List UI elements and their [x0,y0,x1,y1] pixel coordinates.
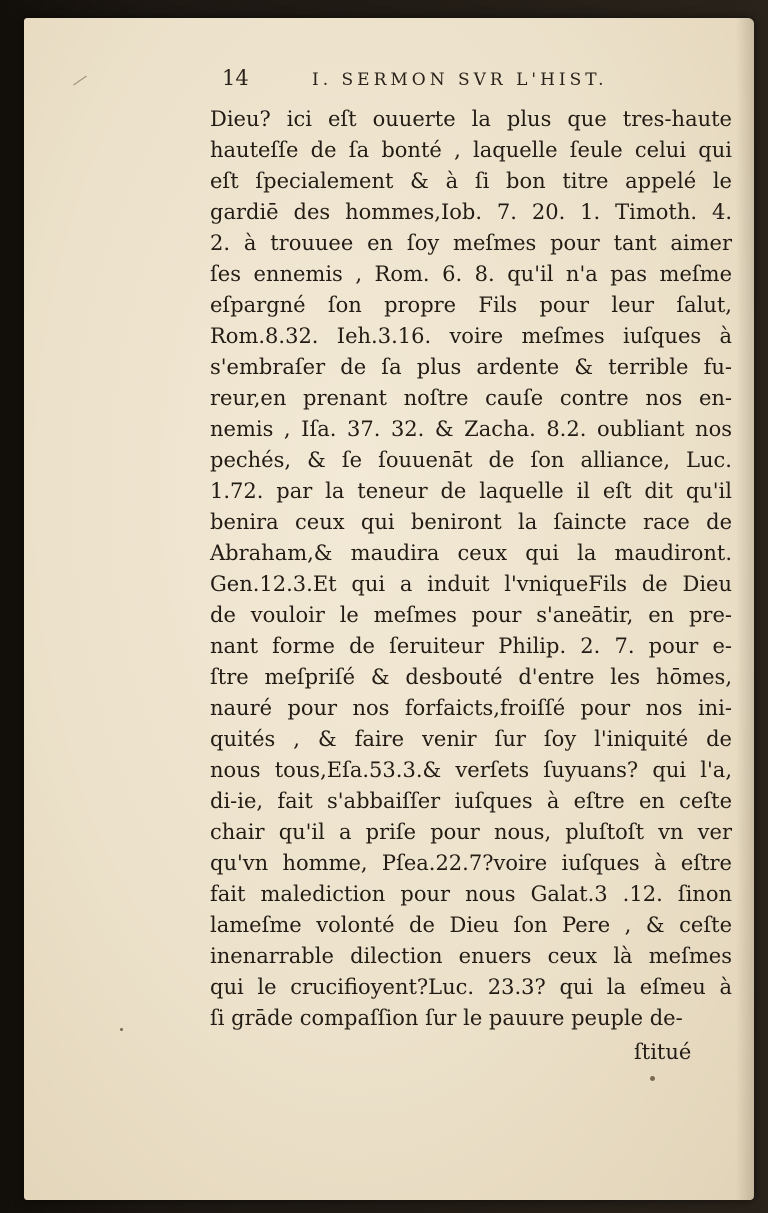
text-line: chair qu'il a priſe pour nous, pluſtoſt vn ver [210,820,732,844]
sermon-text-block [210,104,732,1034]
text-line: reur,en prenant noſtre cauſe contre nos en- [210,386,732,410]
page-number: 14 [222,66,249,90]
text-line: ſi grāde compaſſion ſur le pauure peuple de- [210,1006,683,1030]
text-line: nemis , Iſa. 37. 32. & Zacha. 8.2. oubliant nos [210,417,732,441]
text-line: nous tous,Eſa.53.3.& verſets ſuyuans? qui l'a, [210,758,732,782]
text-line: inenarrable dilection enuers ceux là meſmes [210,944,732,968]
book-page [24,18,754,1200]
text-line: 2. à trouuee en ſoy meſmes pour tant aimer [210,231,732,255]
margin-pencil-mark [73,76,87,86]
text-line: Abraham,& maudira ceux qui la maudiront. [210,541,732,565]
ink-spot [120,1028,123,1031]
text-line: Gen.12.3.Et qui a induit l'vniqueFils de Dieu [210,572,732,596]
text-line: Rom.8.32. Ieh.3.16. voire meſmes iuſques à [210,324,732,348]
text-line: 1.72. par la teneur de laquelle il eſt dit qu'il [210,479,732,503]
text-line: quités , & faire venir ſur ſoy l'iniquité de [210,727,732,751]
text-line: hauteſſe de ſa bonté , laquelle ſeule celui qui [210,138,732,162]
text-line: s'embraſer de ſa plus ardente & terrible fu- [210,355,732,379]
text-line: gardiē des hommes,Iob. 7. 20. 1. Timoth. 4. [210,200,732,224]
running-head: I. SERMON SVR L'HIST. [312,70,608,90]
text-line: di-ie, fait s'abbaiſſer iuſques à eſtre en ceſte [210,789,732,813]
ink-spot [650,1076,655,1081]
text-line: benira ceux qui beniront la ſaincte race de [210,510,732,534]
text-line: eſt ſpecialement & à ſi bon titre appelé le [210,169,732,193]
catchword: ſtitué [634,1040,692,1064]
text-line: qui le crucifioyent?Luc. 23.3? qui la eſmeu à [210,975,732,999]
text-line: qu'vn homme, Pſea.22.7?voire iuſques à eſtre [210,851,732,875]
text-line: eſpargné ſon propre Fils pour leur ſalut, [210,293,732,317]
text-line: fait malediction pour nous Galat.3 .12. ſinon [210,882,732,906]
text-line: nauré pour nos forfaicts,froiſſé pour nos ini- [210,696,732,720]
text-line: ſes ennemis , Rom. 6. 8. qu'il n'a pas meſme [210,262,732,286]
text-line: ſtre meſpriſé & desbouté d'entre les hōmes, [210,665,732,689]
text-line: lameſme volonté de Dieu ſon Pere , & ceſte [210,913,732,937]
text-line: Dieu? ici eſt ouuerte la plus que tres-haute [210,107,732,131]
text-line: de vouloir le meſmes pour s'aneātir, en pre- [210,603,732,627]
text-line: nant forme de ſeruiteur Philip. 2. 7. pour e- [210,634,732,658]
text-line: pechés, & ſe ſouuenāt de ſon alliance, Luc. [210,448,732,472]
